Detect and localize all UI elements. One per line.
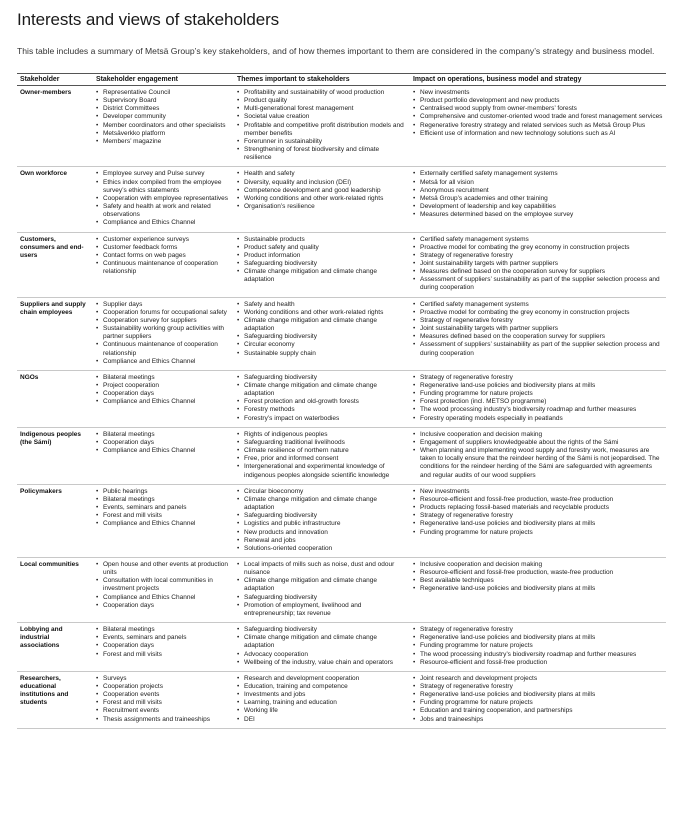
list-item: • Cooperation days bbox=[96, 642, 231, 650]
list-item: • Forerunner in sustainability bbox=[237, 138, 407, 146]
list-item: • Diversity, equality and inclusion (DEI) bbox=[237, 179, 407, 187]
table-row bbox=[17, 232, 666, 297]
stakeholder-cell: Local communities bbox=[17, 557, 93, 622]
impact-list bbox=[413, 488, 663, 537]
list-item: • Resource-efficient and fossil-free production, waste-free production bbox=[413, 569, 663, 577]
list-item: • Public hearings bbox=[96, 488, 231, 496]
list-item: • Continuous maintenance of cooperation relationship bbox=[96, 260, 231, 276]
list-item: • Circular economy bbox=[237, 341, 407, 349]
table-row bbox=[17, 297, 666, 370]
column-header-themes: Themes important to stakeholders bbox=[234, 74, 410, 86]
impact-list bbox=[413, 374, 663, 423]
list-item: • Strategy of regenerative forestry bbox=[413, 626, 663, 634]
themes-cell bbox=[234, 427, 410, 484]
themes-cell bbox=[234, 370, 410, 427]
list-item: • Strategy of regenerative forestry bbox=[413, 374, 663, 382]
list-item: • Joint sustainability targets with partner suppliers bbox=[413, 325, 663, 333]
list-item: • Proactive model for combating the grey economy in construction projects bbox=[413, 244, 663, 252]
list-item: • Organisation’s resilience bbox=[237, 203, 407, 211]
engagement-cell bbox=[93, 297, 234, 370]
list-item: • Proactive model for combating the grey economy in construction projects bbox=[413, 309, 663, 317]
list-item: • Safety and health bbox=[237, 301, 407, 309]
column-header-impact: Impact on operations, business model and strategy bbox=[410, 74, 666, 86]
list-item: • Compliance and Ethics Channel bbox=[96, 447, 231, 455]
engagement-list bbox=[96, 236, 231, 277]
list-item: • Safeguarding biodiversity bbox=[237, 594, 407, 602]
engagement-cell bbox=[93, 557, 234, 622]
table-row bbox=[17, 671, 666, 728]
engagement-cell bbox=[93, 671, 234, 728]
list-item: • New investments bbox=[413, 488, 663, 496]
list-item: • Consultation with local communities in investment projects bbox=[96, 577, 231, 593]
list-item: • Measures defined based on the cooperation survey for suppliers bbox=[413, 268, 663, 276]
list-item: • Cooperation forums for occupational safety bbox=[96, 309, 231, 317]
themes-list bbox=[237, 488, 407, 553]
list-item: • Assessment of suppliers’ sustainability as part of the supplier selection process and during cooperation bbox=[413, 341, 663, 357]
themes-cell bbox=[234, 671, 410, 728]
list-item: • Forestry methods bbox=[237, 406, 407, 414]
list-item: • Cooperation days bbox=[96, 390, 231, 398]
list-item: • Safeguarding traditional livelihoods bbox=[237, 439, 407, 447]
list-item: • Sustainability working group activities with partner suppliers bbox=[96, 325, 231, 341]
list-item: • Multi-generational forest management bbox=[237, 105, 407, 113]
list-item: • Inclusive cooperation and decision making bbox=[413, 561, 663, 569]
list-item: • District Committees bbox=[96, 105, 231, 113]
list-item: • Wellbeing of the industry, value chain and operators bbox=[237, 659, 407, 667]
impact-cell bbox=[410, 484, 666, 557]
stakeholder-cell: Policymakers bbox=[17, 484, 93, 557]
list-item: • Health and safety bbox=[237, 170, 407, 178]
list-item: • Bilateral meetings bbox=[96, 374, 231, 382]
list-item: • Products replacing fossil-based materials and recyclable products bbox=[413, 504, 663, 512]
stakeholder-cell: Lobbying and industrial associations bbox=[17, 623, 93, 672]
engagement-cell bbox=[93, 370, 234, 427]
impact-list bbox=[413, 626, 663, 667]
list-item: • Forest and mill visits bbox=[96, 699, 231, 707]
list-item: • Product information bbox=[237, 252, 407, 260]
list-item: • Joint sustainability targets with partner suppliers bbox=[413, 260, 663, 268]
list-item: • New products and innovation bbox=[237, 529, 407, 537]
list-item: • Climate change mitigation and climate change adaptation bbox=[237, 577, 407, 593]
themes-list bbox=[237, 626, 407, 667]
list-item: • Members’ magazine bbox=[96, 138, 231, 146]
table-row bbox=[17, 167, 666, 232]
list-item: • Regenerative land-use policies and biodiversity plans at mills bbox=[413, 634, 663, 642]
column-header-engagement: Stakeholder engagement bbox=[93, 74, 234, 86]
themes-cell bbox=[234, 623, 410, 672]
list-item: • Supervisory Board bbox=[96, 97, 231, 105]
list-item: • Climate change mitigation and climate change adaptation bbox=[237, 317, 407, 333]
list-item: • Supplier days bbox=[96, 301, 231, 309]
list-item: • Certified safety management systems bbox=[413, 301, 663, 309]
list-item: • Sustainable supply chain bbox=[237, 350, 407, 358]
engagement-cell bbox=[93, 427, 234, 484]
list-item: • Funding programme for nature projects bbox=[413, 699, 663, 707]
list-item: • Jobs and traineeships bbox=[413, 716, 663, 724]
list-item: • Externally certified safety management systems bbox=[413, 170, 663, 178]
list-item: • Compliance and Ethics Channel bbox=[96, 358, 231, 366]
list-item: • The wood processing industry’s biodiversity roadmap and further measures bbox=[413, 406, 663, 414]
list-item: • Compliance and Ethics Channel bbox=[96, 398, 231, 406]
list-item: • Safeguarding biodiversity bbox=[237, 512, 407, 520]
impact-cell bbox=[410, 427, 666, 484]
page-title: Interests and views of stakeholders bbox=[17, 10, 280, 29]
impact-cell bbox=[410, 370, 666, 427]
table-row bbox=[17, 623, 666, 672]
engagement-list bbox=[96, 89, 231, 146]
list-item: • Contact forms on web pages bbox=[96, 252, 231, 260]
list-item: • Profitable and competitive profit distribution models and member benefits bbox=[237, 122, 407, 138]
list-item: • Metsäverkko platform bbox=[96, 130, 231, 138]
list-item: • Certified safety management systems bbox=[413, 236, 663, 244]
list-item: • The wood processing industry’s biodiversity roadmap and further measures bbox=[413, 651, 663, 659]
list-item: • Safety and health at work and related observations bbox=[96, 203, 231, 219]
engagement-list bbox=[96, 431, 231, 455]
engagement-cell bbox=[93, 484, 234, 557]
list-item: • Education and training cooperation, and partnerships bbox=[413, 707, 663, 715]
list-item: • Societal value creation bbox=[237, 113, 407, 121]
list-item: • Profitability and sustainability of wood production bbox=[237, 89, 407, 97]
list-item: • Regenerative land-use policies and biodiversity plans at mills bbox=[413, 585, 663, 593]
list-item: • Promotion of employment, livelihood and entrepreneurship; tax revenue bbox=[237, 602, 407, 618]
intro-text: This table includes a summary of Metsä Group’s key stakeholders, and of how themes important to them are considered in the company’s strategy and business model. bbox=[17, 46, 655, 56]
impact-list bbox=[413, 675, 663, 724]
impact-cell bbox=[410, 671, 666, 728]
list-item: • Renewal and jobs bbox=[237, 537, 407, 545]
impact-cell bbox=[410, 232, 666, 297]
engagement-list bbox=[96, 374, 231, 407]
list-item: • Strategy of regenerative forestry bbox=[413, 317, 663, 325]
list-item: • Employee survey and Pulse survey bbox=[96, 170, 231, 178]
list-item: • Regenerative forestry strategy and related services such as Metsä Group Plus bbox=[413, 122, 663, 130]
table-header-row bbox=[17, 74, 666, 86]
impact-cell bbox=[410, 86, 666, 167]
list-item: • Joint research and development projects bbox=[413, 675, 663, 683]
impact-list bbox=[413, 89, 663, 138]
list-item: • Comprehensive and customer-oriented wood trade and forest management services bbox=[413, 113, 663, 121]
list-item: • Regenerative land-use policies and biodiversity plans at mills bbox=[413, 382, 663, 390]
themes-list bbox=[237, 431, 407, 480]
impact-cell bbox=[410, 297, 666, 370]
themes-list bbox=[237, 374, 407, 423]
table-row bbox=[17, 370, 666, 427]
list-item: • Strategy of regenerative forestry bbox=[413, 512, 663, 520]
list-item: • Safeguarding biodiversity bbox=[237, 333, 407, 341]
impact-cell bbox=[410, 557, 666, 622]
list-item: • Surveys bbox=[96, 675, 231, 683]
list-item: • Resource-efficient and fossil-free production, waste-free production bbox=[413, 496, 663, 504]
list-item: • Inclusive cooperation and decision making bbox=[413, 431, 663, 439]
themes-cell bbox=[234, 557, 410, 622]
list-item: • Compliance and Ethics Channel bbox=[96, 219, 231, 227]
table-row bbox=[17, 86, 666, 167]
themes-list bbox=[237, 89, 407, 162]
list-item: • Ethics index compiled from the employee survey’s ethics statements bbox=[96, 179, 231, 195]
list-item: • Product quality bbox=[237, 97, 407, 105]
list-item: • Investments and jobs bbox=[237, 691, 407, 699]
list-item: • Climate change mitigation and climate change adaptation bbox=[237, 268, 407, 284]
stakeholder-cell: Suppliers and supply chain employees bbox=[17, 297, 93, 370]
list-item: • Customer experience surveys bbox=[96, 236, 231, 244]
list-item: • Measures determined based on the employee survey bbox=[413, 211, 663, 219]
list-item: • Forest and mill visits bbox=[96, 651, 231, 659]
list-item: • Open house and other events at production units bbox=[96, 561, 231, 577]
list-item: • Strategy of regenerative forestry bbox=[413, 683, 663, 691]
engagement-list bbox=[96, 675, 231, 724]
list-item: • Representative Council bbox=[96, 89, 231, 97]
list-item: • Development of leadership and key capabilities bbox=[413, 203, 663, 211]
list-item: • Product safety and quality bbox=[237, 244, 407, 252]
list-item: • Climate resilience of northern nature bbox=[237, 447, 407, 455]
list-item: • Thesis assignments and traineeships bbox=[96, 716, 231, 724]
list-item: • Measures defined based on the cooperation survey for suppliers bbox=[413, 333, 663, 341]
list-item: • Working conditions and other work-related rights bbox=[237, 195, 407, 203]
list-item: • Forest protection (incl. METSO programme) bbox=[413, 398, 663, 406]
impact-list bbox=[413, 431, 663, 480]
engagement-cell bbox=[93, 232, 234, 297]
list-item: • Bilateral meetings bbox=[96, 431, 231, 439]
impact-cell bbox=[410, 623, 666, 672]
list-item: • Education, training and competence bbox=[237, 683, 407, 691]
stakeholder-cell: Owner-members bbox=[17, 86, 93, 167]
engagement-cell bbox=[93, 167, 234, 232]
list-item: • Product portfolio development and new products bbox=[413, 97, 663, 105]
themes-cell bbox=[234, 232, 410, 297]
list-item: • Free, prior and informed consent bbox=[237, 455, 407, 463]
list-item: • Climate change mitigation and climate change adaptation bbox=[237, 496, 407, 512]
stakeholder-cell: Customers, consumers and end-users bbox=[17, 232, 93, 297]
list-item: • New investments bbox=[413, 89, 663, 97]
themes-cell bbox=[234, 167, 410, 232]
list-item: • Funding programme for nature projects bbox=[413, 642, 663, 650]
list-item: • Bilateral meetings bbox=[96, 626, 231, 634]
list-item: • Events, seminars and panels bbox=[96, 504, 231, 512]
list-item: • Developer community bbox=[96, 113, 231, 121]
themes-cell bbox=[234, 297, 410, 370]
engagement-cell bbox=[93, 86, 234, 167]
themes-list bbox=[237, 675, 407, 724]
table-body bbox=[17, 86, 666, 729]
impact-list bbox=[413, 301, 663, 358]
impact-cell bbox=[410, 167, 666, 232]
list-item: • DEI bbox=[237, 716, 407, 724]
list-item: • Safeguarding biodiversity bbox=[237, 626, 407, 634]
list-item: • Learning, training and education bbox=[237, 699, 407, 707]
list-item: • Centralised wood supply from owner-members’ forests bbox=[413, 105, 663, 113]
stakeholder-table bbox=[17, 73, 666, 729]
stakeholder-cell: Own workforce bbox=[17, 167, 93, 232]
list-item: • Best available techniques bbox=[413, 577, 663, 585]
list-item: • Cooperation projects bbox=[96, 683, 231, 691]
table-row bbox=[17, 427, 666, 484]
list-item: • Compliance and Ethics Channel bbox=[96, 520, 231, 528]
table-row bbox=[17, 557, 666, 622]
list-item: • Advocacy cooperation bbox=[237, 651, 407, 659]
list-item: • Customer feedback forms bbox=[96, 244, 231, 252]
list-item: • Research and development cooperation bbox=[237, 675, 407, 683]
themes-list bbox=[237, 170, 407, 211]
list-item: • Forestry operating models especially in peatlands bbox=[413, 415, 663, 423]
list-item: • Anonymous recruitment bbox=[413, 187, 663, 195]
list-item: • Circular bioeconomy bbox=[237, 488, 407, 496]
stakeholder-cell: NGOs bbox=[17, 370, 93, 427]
list-item: • Regenerative land-use policies and biodiversity plans at mills bbox=[413, 520, 663, 528]
list-item: • Local impacts of mills such as noise, dust and odour nuisance bbox=[237, 561, 407, 577]
list-item: • Solutions-oriented cooperation bbox=[237, 545, 407, 553]
list-item: • Safeguarding biodiversity bbox=[237, 260, 407, 268]
list-item: • Climate change mitigation and climate change adaptation bbox=[237, 382, 407, 398]
list-item: • Forestry’s impact on waterbodies bbox=[237, 415, 407, 423]
list-item: • When planning and implementing wood supply and forestry work, measures are taken to locally ensure that the reindeer herding of the Sámi is not jeopardised. The conditions for the reindeer herding of the Sámi are safeguarded with agreements and regular audits of our wood suppliers bbox=[413, 447, 663, 480]
impact-list bbox=[413, 170, 663, 219]
list-item: • Compliance and Ethics Channel bbox=[96, 594, 231, 602]
engagement-list bbox=[96, 488, 231, 529]
list-item: • Member coordinators and other specialists bbox=[96, 122, 231, 130]
list-item: • Intergenerational and experimental knowledge of indigenous peoples alongside scientific knowledge bbox=[237, 463, 407, 479]
engagement-list bbox=[96, 626, 231, 659]
engagement-list bbox=[96, 170, 231, 227]
list-item: • Strengthening of forest biodiversity and climate resilience bbox=[237, 146, 407, 162]
list-item: • Assessment of suppliers’ sustainability as part of the supplier selection process and during cooperation bbox=[413, 276, 663, 292]
list-item: • Working life bbox=[237, 707, 407, 715]
list-item: • Forest protection and old-growth forests bbox=[237, 398, 407, 406]
list-item: • Climate change mitigation and climate change adaptation bbox=[237, 634, 407, 650]
list-item: • Engagement of suppliers knowledgeable about the rights of the Sámi bbox=[413, 439, 663, 447]
list-item: • Cooperation days bbox=[96, 602, 231, 610]
list-item: • Sustainable products bbox=[237, 236, 407, 244]
themes-list bbox=[237, 561, 407, 618]
list-item: • Cooperation events bbox=[96, 691, 231, 699]
list-item: • Logistics and public infrastructure bbox=[237, 520, 407, 528]
list-item: • Cooperation with employee representatives bbox=[96, 195, 231, 203]
impact-list bbox=[413, 561, 663, 594]
list-item: • Cooperation survey for suppliers bbox=[96, 317, 231, 325]
table-row bbox=[17, 484, 666, 557]
list-item: • Forest and mill visits bbox=[96, 512, 231, 520]
stakeholder-cell: Indigenous peoples (the Sámi) bbox=[17, 427, 93, 484]
column-header-stakeholder: Stakeholder bbox=[17, 74, 93, 86]
list-item: • Competence development and good leadership bbox=[237, 187, 407, 195]
list-item: • Funding programme for nature projects bbox=[413, 529, 663, 537]
themes-cell bbox=[234, 86, 410, 167]
list-item: • Continuous maintenance of cooperation relationship bbox=[96, 341, 231, 357]
list-item: • Bilateral meetings bbox=[96, 496, 231, 504]
themes-list bbox=[237, 301, 407, 358]
engagement-cell bbox=[93, 623, 234, 672]
list-item: • Working conditions and other work-related rights bbox=[237, 309, 407, 317]
themes-cell bbox=[234, 484, 410, 557]
list-item: • Cooperation days bbox=[96, 439, 231, 447]
list-item: • Project cooperation bbox=[96, 382, 231, 390]
list-item: • Strategy of regenerative forestry bbox=[413, 252, 663, 260]
list-item: • Efficient use of information and new technology solutions such as AI bbox=[413, 130, 663, 138]
list-item: • Recruitment events bbox=[96, 707, 231, 715]
list-item: • Events, seminars and panels bbox=[96, 634, 231, 642]
list-item: • Metsä for all vision bbox=[413, 179, 663, 187]
impact-list bbox=[413, 236, 663, 293]
stakeholder-cell: Researchers, educational institutions and students bbox=[17, 671, 93, 728]
list-item: • Safeguarding biodiversity bbox=[237, 374, 407, 382]
list-item: • Resource-efficient and fossil-free production bbox=[413, 659, 663, 667]
list-item: • Regenerative land-use policies and biodiversity plans at mills bbox=[413, 691, 663, 699]
engagement-list bbox=[96, 561, 231, 610]
engagement-list bbox=[96, 301, 231, 366]
themes-list bbox=[237, 236, 407, 285]
list-item: • Rights of indigenous peoples bbox=[237, 431, 407, 439]
list-item: • Funding programme for nature projects bbox=[413, 390, 663, 398]
list-item: • Metsä Group’s academies and other training bbox=[413, 195, 663, 203]
